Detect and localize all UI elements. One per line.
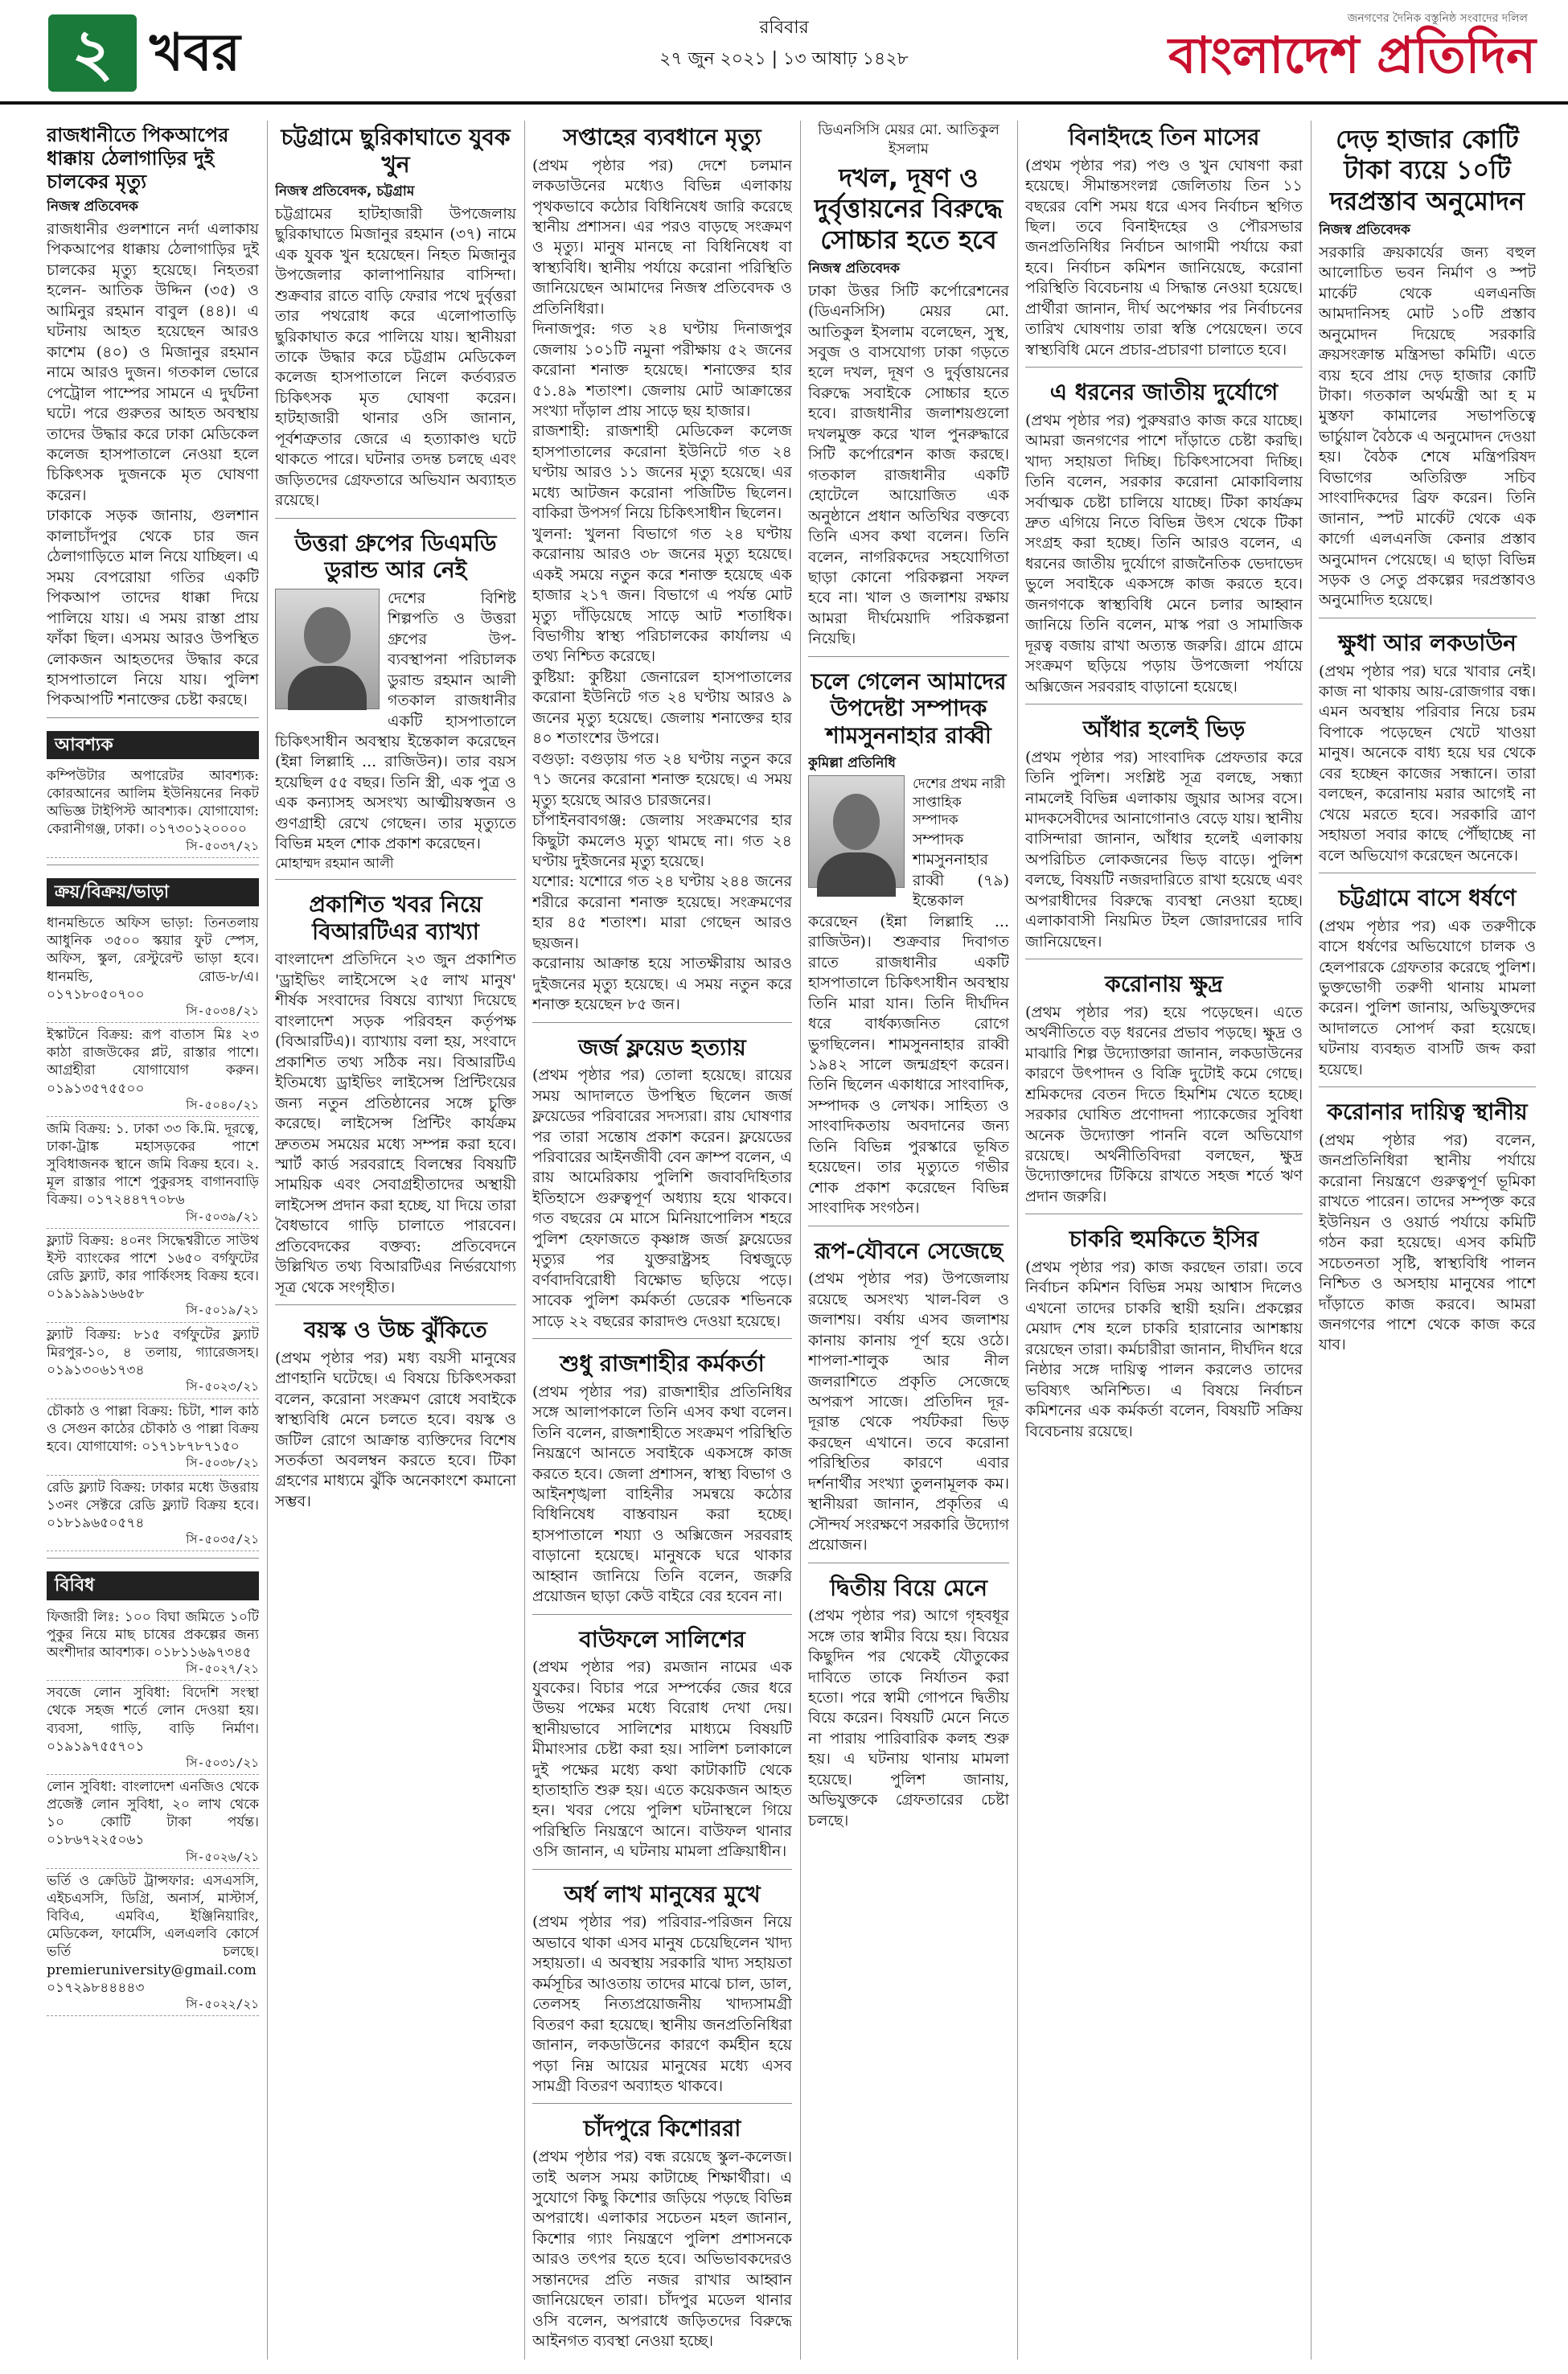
classified-text: সবজে লোন সুবিধা: বিদেশি সংস্থা থেকে সহজ শর্তে লোন দেওয়া হয়। ব্যবসা, গাড়ি, বাড়ি নির্মাণ। ০১৯১৯৭৫৫৭০১ xyxy=(47,1685,259,1755)
classified-text: চৌকাঠ ও পাল্লা বিক্রয়: চিটা, শাল কাঠ ও সেগুন কাঠের চৌকাঠ ও পাল্লা বিক্রয় হবে। যোগাযোগ: ০১৭১৮৭৮৭১৫০ xyxy=(47,1403,259,1455)
classified-code: সি-৫০৩৯/২১ xyxy=(186,1209,259,1224)
article-baufal-salish xyxy=(532,1623,792,1870)
article-rajshahi-official xyxy=(532,1347,792,1615)
photo-caption: দেশের প্রথম নারী সাপ্তাহিক সম্পাদক xyxy=(913,776,1006,829)
article-george-floyd xyxy=(532,1031,792,1339)
headline: জর্জ ফ্লয়েড হত্যায় xyxy=(578,1033,746,1061)
headline: চট্টগ্রামে ছুরিকাঘাতে যুবক খুন xyxy=(281,124,511,178)
byline: নিজস্ব প্রতিবেদক xyxy=(808,261,900,277)
article-body: দেশের বিশিষ্ট শিল্পপতি ও উত্তরা গ্রুপের উপ-ব্যবস্থাপনা পরিচালক ডুরান্ড রহমান আলী গতকাল রাজধানীর একটি হাসপাতালে চিকিৎসাধীন অবস্থায় ইন্তেকাল করেছেন (ইন্না লিল্লাহি ... রাজিউন)। তার বয়স হয়েছিল ৫৫ বছর। তিনি স্ত্রী, এক পুত্র ও এক কন্যাসহ অসংখ্য আত্মীয়স্বজন ও গুণগ্রাহী রেখে গেছেন। তার মৃত্যুতে বিভিন্ন মহল শোক প্রকাশ করেছেন। xyxy=(275,589,516,853)
classified-text: ফ্ল্যাট বিক্রয়: ৪০নং সিদ্ধেশ্বরীতে সাউথ ইস্ট ব্যাংকের পাশে ১৬৫০ বর্গফুটের রেডি ফ্ল্যাট, কার পার্কিংসহ বিক্রয় হবে। ০১৯১৯৯১৬৬৫৮ xyxy=(47,1233,259,1303)
classified-heading: বিবিধ xyxy=(47,1571,259,1600)
headline: রূপ-যৌবনে সেজেছে xyxy=(814,1237,1004,1264)
classified-text: ভর্তি ও ক্রেডিট ট্রান্সফার: এসএসসি, এইচএসসি, ডিগ্রি, অনার্স, মাস্টার্স, বিবিএ, এমবিএ, ইঞ্জিনিয়ারিং, মেডিকেল, ফার্মেসি, এলএলবি কোর্সে ভর্তি চলছে। premieruniversity@gmail.com ০১৭২৯৮৪৪৪৪৩ xyxy=(47,1873,259,1996)
column-rule xyxy=(524,121,525,2360)
article-local-responsibility xyxy=(1319,1095,1536,1362)
article-dncc-mayor xyxy=(808,121,1009,657)
classified-item xyxy=(47,1399,259,1476)
headline: অর্ধ লাখ মানুষের মুখে xyxy=(564,1880,761,1908)
classified-item xyxy=(47,1323,259,1399)
article-second-marriage xyxy=(808,1571,1009,1838)
classified-item xyxy=(47,1229,259,1323)
classified-misc xyxy=(47,1567,259,2023)
article-elderly-risk xyxy=(275,1313,516,1518)
classified-heading: আবশ্যক xyxy=(47,731,259,759)
classified-code: সি-৫০৩৭/২১ xyxy=(186,838,259,853)
byline: নিজস্ব প্রতিবেদক, চট্টগ্রাম xyxy=(275,183,415,200)
classified-item xyxy=(47,764,259,858)
headline: দ্বিতীয় বিয়ে মেনে xyxy=(830,1574,987,1601)
article-body: ঢাকা উত্তর সিটি কর্পোরেশনের (ডিএনসিসি) মেয়র মো. আতিকুল ইসলাম বলেছেন, সুস্থ, সবুজ ও বাসযোগ্য ঢাকা গড়তে হলে দখল, দূষণ ও দুর্বৃত্তায়নের বিরুদ্ধে সবাইকে সোচ্চার হতে হবে। রাজধানীর জলাশয়গুলো দখলমুক্ত করে খাল পুনরুদ্ধারে সিটি কর্পোরেশন কাজ করছে। গতকাল রাজধানীর একটি হোটেলে আয়োজিত এক অনুষ্ঠানে প্রধান অতিথির বক্তব্যে তিনি এসব কথা বলেন। তিনি বলেন, নাগরিকদের সহযোগিতা ছাড়া কোনো পরিকল্পনা সফল হবে না। খাল ও জলাশয় রক্ষায় আমরা দীর্ঘমেয়াদি পরিকল্পনা নিয়েছি। xyxy=(808,281,1009,648)
classified-text: ইস্কাটনে বিক্রয়: রূপ বাতাস মিঃ ২৩ কাঠা রাজউকের প্লট, রাস্তার পাশে। আগ্রহীরা যোগাযোগ করুন। ০১৯১৩৫৭৫৫০০ xyxy=(47,1027,259,1097)
classified-heading: ক্রয়/বিক্রয়/ভাড়া xyxy=(47,878,259,906)
masthead xyxy=(0,0,1568,105)
classified-code: সি-৫০৩১/২১ xyxy=(186,1755,259,1770)
column-4 xyxy=(808,121,1009,2360)
classified-buy-sell xyxy=(47,873,259,1559)
classified-item xyxy=(47,1476,259,1552)
classified-code: সি-৫০২৩/২১ xyxy=(186,1379,259,1394)
article-body: (প্রথম পৃষ্ঠার পর) বন্ধ রয়েছে স্কুল-কলেজ। তাই অলস সময় কাটাচ্ছে শিক্ষার্থীরা। এ সুযোগে কিছু কিশোর জড়িয়ে পড়ছে বিভিন্ন অপরাধে। এলাকার সচেতন মহল জানান, কিশোর গ্যাং নিয়ন্ত্রণে পুলিশ প্রশাসনকে আরও তৎপর হতে হবে। অভিভাবকদেরও সন্তানদের প্রতি নজর রাখার আহ্বান জানিয়েছেন তারা। চাঁদপুর মডেল থানার ওসি বলেন, অপরাধে জড়িতদের বিরুদ্ধে আইনগত ব্যবস্থা নেওয়া হচ্ছে। xyxy=(532,2148,792,2351)
article-body: (প্রথম পৃষ্ঠার পর) পরিবার-পরিজন নিয়ে অভাবে থাকা এসব মানুষ চেয়েছিলেন খাদ্য সহায়তা। এ অবস্থায় সরকারি খাদ্য সহায়তা কর্মসূচির আওতায় তাদের মাঝে চাল, ডাল, তেলসহ নিত্যপ্রয়োজনীয় খাদ্যসামগ্রী বিতরণ করা হয়েছে। স্থানীয় জনপ্রতিনিধিরা জানান, লকডাউনের কারণে কর্মহীন হয়ে পড়া নিম্ন আয়ের মানুষের মধ্যে এসব সামগ্রী বিতরণ অব্যাহত থাকবে। xyxy=(532,1913,792,2096)
article-body: (প্রথম পৃষ্ঠার পর) দেশে চলমান লকডাউনের মধ্যেও বিভিন্ন এলাকায় পৃথকভাবে কঠোর বিধিনিষেধ জারি করেছে স্থানীয় প্রশাসন। এর পরও বাড়ছে সংক্রমণ ও মৃত্যু। মানুষ মানছে না বিধিনিষেধ বা স্বাস্থ্যবিধি। স্থানীয় পর্যায়ে করোনা পরিস্থিতি জানিয়েছেন আমাদের নিজস্ব প্রতিবেদক ও প্রতিনিধিরা। দিনাজপুর: গত ২৪ ঘণ্টায় দিনাজপুর জেলায় ১০১টি নমুনা পরীক্ষায় ৫২ জনের করোনা শনাক্ত হয়েছে। শনাক্তের হার ৫১.৪৯ শতাংশ। জেলায় মোট আক্রান্তের সংখ্যা দাঁড়াল প্রায় সাড়ে ছয় হাজার। রাজশাহী: রাজশাহী মেডিকেল কলেজ হাসপাতালের করোনা ইউনিটে গত ২৪ ঘণ্টায় আরও ১১ জনের মৃত্যু হয়েছে। এর মধ্যে আটজন করোনা পজিটিভ ছিলেন। বাকিরা উপসর্গ নিয়ে চিকিৎসাধীন ছিলেন। খুলনা: খুলনা বিভাগে গত ২৪ ঘণ্টায় করোনায় আরও ৩৮ জনের মৃত্যু হয়েছে। একই সময়ে নতুন করে শনাক্ত হয়েছে এক হাজার ২১৭ জন। বিভাগে এ পর্যন্ত মোট মৃত্যু দাঁড়িয়েছে সাড়ে আট শতাধিক। বিভাগীয় স্বাস্থ্য পরিচালকের কার্যালয় এ তথ্য নিশ্চিত করেছে। কুষ্টিয়া: কুষ্টিয়া জেনারেল হাসপাতালের করোনা ইউনিটে গত ২৪ ঘণ্টায় আরও ৯ জনের মৃত্যু হয়েছে। জেলায় শনাক্তের হার ৪০ শতাংশের উপরে। বগুড়া: বগুড়ায় গত ২৪ ঘণ্টায় নতুন করে ৭১ জনের করোনা শনাক্ত হয়েছে। এ সময় মৃত্যু হয়েছে আরও চারজনের। চাঁপাইনবাবগঞ্জ: জেলায় সংক্রমণের হার কিছুটা কমলেও মৃত্যু থামছে না। গত ২৪ ঘণ্টায় দুইজনের মৃত্যু হয়েছে। যশোর: যশোরে গত ২৪ ঘণ্টায় ২৪৪ জনের শরীরে করোনা শনাক্ত হয়েছে। সংক্রমণের হার ৪৫ শতাংশ। মারা গেছেন আরও ছয়জন। করোনায় আক্রান্ত হয়ে সাতক্ষীরায় আরও দুইজনের মৃত্যু হয়েছে। এ সময় নতুন করে শনাক্ত হয়েছেন ৮৫ জন। xyxy=(532,156,792,1014)
byline: নিজস্ব প্রতিবেদক xyxy=(1319,222,1410,239)
column-rule xyxy=(267,121,268,2360)
headline: উত্তরা গ্রুপের ডিএমডি ডুরান্ড আর নেই xyxy=(294,529,497,584)
logo-name: বাংলাদেশ প্রতিদিন xyxy=(1168,25,1536,84)
article-body: (প্রথম পৃষ্ঠার পর) সাংবাদিক প্রেফতার করে তিনি পুলিশ। সংশ্লিষ্ট সূত্র বলছে, সন্ধ্যা নামলেই বিভিন্ন এলাকায় জুয়ার আসর বসে। মাদকসেবীদের আনাগোনাও বেড়ে যায়। স্থানীয় বাসিন্দারা জানান, আঁধার হলেই এলাকায় অপরিচিত লোকজনের ভিড় বাড়ে। পুলিশ বলছে, বিষয়টি নজরদারিতে রাখা হয়েছে এবং অপরাধীদের বিরুদ্ধে ব্যবস্থা নেওয়া হচ্ছে। এলাকাবাসী নিয়মিত টহল জোরদারের দাবি জানিয়েছেন। xyxy=(1025,748,1303,951)
article-national-disaster xyxy=(1025,376,1303,704)
classified-item xyxy=(47,1023,259,1117)
headline: চাঁদপুরে কিশোররা xyxy=(583,2115,741,2142)
classified-code: সি-৫০৩৪/২১ xyxy=(186,1003,259,1018)
classified-code: সি-৫০৪০/২১ xyxy=(186,1097,259,1112)
classified-text: রেডি ফ্ল্যাট বিক্রয়: ঢাকার মধ্যে উত্তরায় ১৩নং সেক্টরে রেডি ফ্ল্যাট বিক্রয় হবে। ০১৮১৯৬৫০৫৭৪ xyxy=(47,1479,259,1531)
headline: দখল, দূষণ ও দুর্বৃত্তায়নের বিরুদ্ধে সোচ্চার হতে হবে xyxy=(814,162,1004,255)
column-rule xyxy=(800,121,801,2360)
byline: নিজস্ব প্রতিবেদক xyxy=(47,199,138,216)
article-ctg-stabbing xyxy=(275,121,516,519)
classified-item xyxy=(47,1775,259,1869)
classified-code: সি-৫০২২/২১ xyxy=(186,1996,259,2011)
classified-code: সি-৫০২৭/২১ xyxy=(186,1661,259,1676)
issue-date: ২৭ জুন ২০২১ | ১৩ আষাঢ় ১৪২৮ xyxy=(659,49,909,70)
kicker: ডিএনসিসি মেয়র মো. আতিকুল ইসলাম xyxy=(818,121,999,158)
article-body: চট্টগ্রামের হাটহাজারী উপজেলায় ছুরিকাঘাতে মিজানুর রহমান (৩৭) নামে এক যুবক খুন হয়েছেন। নিহত মিজানুর উপজেলার কালাপানিয়ার বাসিন্দা। শুক্রবার রাতে বাড়ি ফেরার পথে দুর্বৃত্তরা তার পথরোধ করে এলোপাতাড়ি ছুরিকাঘাত করে পালিয়ে যায়। স্থানীয়রা তাকে উদ্ধার করে চট্টগ্রাম মেডিকেল কলেজ হাসপাতালে নিলে কর্তব্যরত চিকিৎসক মৃত ঘোষণা করেন। হাটহাজারী থানার ওসি জানান, পূর্বশত্রুতার জেরে এ হত্যাকাণ্ড ঘটে থাকতে পারে। ঘটনার তদন্ত চলছে এবং জড়িতদের গ্রেফতারে অভিযান অব্যাহত রয়েছে। xyxy=(275,204,516,510)
newspaper-logo xyxy=(1158,11,1536,92)
classified-code: সি-৫০৩৫/২১ xyxy=(186,1531,259,1546)
page-number: ২ xyxy=(48,14,137,92)
portrait-photo xyxy=(275,589,380,709)
classified-code: সি-৫০১৯/২১ xyxy=(186,1303,259,1318)
classified-text: ফিজারী লিঃ: ১০০ বিঘা জমিতে ১০টি পুকুর নিয়ে মাছ চাষের প্রকল্পের জন্য অংশীদার আবশ্যক। ০১৮১১৬৯৭৩৪৫ xyxy=(47,1608,259,1661)
article-body: বাংলাদেশ প্রতিদিনে ২৩ জুন প্রকাশিত 'ড্রাইভিং লাইসেন্সে ২৫ লাখ মানুষ' শীর্ষক সংবাদের বিষয়ে ব্যাখ্যা দিয়েছে বাংলাদেশ সড়ক পরিবহন কর্তৃপক্ষ (বিআরটিএ)। ব্যাখ্যায় বলা হয়, সংবাদে প্রকাশিত তথ্য সঠিক নয়। বিআরটিএ ইতিমধ্যে ড্রাইভিং লাইসেন্স প্রিন্টিংয়ের জন্য নতুন প্রতিষ্ঠানের সঙ্গে চুক্তি করেছে। লাইসেন্স প্রিন্টিং কার্যক্রম দ্রুততম সময়ের মধ্যে সম্পন্ন করা হবে। স্মার্ট কার্ড সরবরাহে বিলম্বের বিষয়টি সাময়িক এবং সেবাগ্রহীতাদের অস্থায়ী লাইসেন্স প্রদান করা হচ্ছে, যা দিয়ে তারা বৈধভাবে গাড়ি চালাতে পারবেন। প্রতিবেদকের বক্তব্য: প্রতিবেদনে উল্লিখিত তথ্য বিআরটিএর নির্ভরযোগ্য সূত্র থেকে সংগৃহীত। xyxy=(275,951,516,1296)
article-weekly-deaths xyxy=(532,121,792,1023)
article-body: (প্রথম পৃষ্ঠার পর) উপজেলায় রয়েছে অসংখ্য খাল-বিল ও জলাশয়। বর্ষায় এসব জলাশয় কানায় কানায় পূর্ণ হয়ে ওঠে। শাপলা-শালুক আর নীল জলরাশিতে প্রকৃতি সেজেছে অপরূপ সাজে। প্রতিদিন দূর-দূরান্ত থেকে পর্যটকরা ভিড় করছেন এখানে। তবে করোনা পরিস্থিতির কারণে এবার দর্শনার্থীর সংখ্যা তুলনামূলক কম। স্থানীয়রা জানান, প্রকৃতির এ সৌন্দর্য সংরক্ষণে সরকারি উদ্যোগ প্রয়োজন। xyxy=(808,1270,1009,1555)
headline: ক্ষুধা আর লকডাউন xyxy=(1338,629,1517,656)
article-darkness-crowd xyxy=(1025,713,1303,959)
headline: আঁধার হলেই ভিড় xyxy=(1082,716,1246,743)
classified-wanted xyxy=(47,726,259,865)
classified-item xyxy=(47,1605,259,1682)
article-body: (প্রথম পৃষ্ঠার পর) এক তরুণীকে বাসে ধর্ষণের অভিযোগে চালক ও হেলপারকে গ্রেফতার করেছে পুলিশ। ভুক্তভোগী তরুণী থানায় মামলা করেন। পুলিশ জানায়, অভিযুক্তদের আদালতে সোপর্দ করা হয়েছে। ঘটনায় ব্যবহৃত বাসটি জব্দ করা হয়েছে। xyxy=(1319,917,1536,1078)
article-half-lakh-food xyxy=(532,1878,792,2105)
headline: চাকরি হুমকিতে ইসির xyxy=(1069,1226,1259,1253)
classified-item xyxy=(47,911,259,1023)
column-rule xyxy=(1017,121,1018,2360)
headline: শুধু রাজশাহীর কর্মকর্তা xyxy=(560,1350,765,1378)
issue-day: রবিবার xyxy=(759,18,809,38)
section-title: খবর xyxy=(150,23,240,83)
headline: বিনাইদহে তিন মাসের xyxy=(1068,124,1260,150)
headline: বয়স্ক ও উচ্চ ঝুঁকিতে xyxy=(304,1316,487,1344)
column-5 xyxy=(1025,121,1303,2360)
classified-item xyxy=(47,1117,259,1229)
column-1 xyxy=(47,121,259,2360)
classified-item xyxy=(47,1681,259,1775)
article-body: (প্রথম পৃষ্ঠার পর) মধ্য বয়সী মানুষের প্রাণহানি ঘটেছে। এ বিষয়ে চিকিৎসকরা বলেন, করোনা সংক্রমণ রোধে সবাইকে স্বাস্থ্যবিধি মেনে চলতে হবে। বয়স্ক ও জটিল রোগে আক্রান্ত ব্যক্তিদের বিশেষ সতর্কতা অবলম্বন করতে হবে। টিকা গ্রহণের মাধ্যমে ঝুঁকি অনেকাংশে কমানো সম্ভব। xyxy=(275,1349,516,1510)
article-ctg-bus xyxy=(1319,881,1536,1087)
article-body: (প্রথম পৃষ্ঠার পর) বলেন, জনপ্রতিনিধিরা স্থানীয় পর্যায়ে করোনা নিয়ন্ত্রণে গুরুত্বপূর্ণ ভূমিকা রাখতে পারেন। তাদের সম্পৃক্ত করে ইউনিয়ন ও ওয়ার্ড পর্যায়ে কমিটি গঠন করা হয়েছে। এসব কমিটি সচেতনতা সৃষ্টি, স্বাস্থ্যবিধি পালন নিশ্চিত ও অসহায় মানুষের পাশে দাঁড়াতে কাজ করবে। আমরা জনগণের পাশে থেকে কাজ করে যাব। xyxy=(1319,1131,1536,1354)
classified-text: জমি বিক্রয়: ১. ঢাকা ৩৩ কি.মি. দূরত্বে, ঢাকা-ট্রাঙ্ক মহাসড়কের পাশে সুবিধাজনক স্থানে জমি বিক্রয় হবে। ২. মূল রাস্তার পাশে পুকুরসহ বাগানবাড়ি বিক্রয়। ০১৭২৪৪৭৭০৮৬ xyxy=(47,1121,259,1209)
classified-code: সি-৫০২৬/২১ xyxy=(186,1849,259,1864)
article-ec-jobs xyxy=(1025,1222,1303,1448)
classified-text: ফ্ল্যাট বিক্রয়: ৮১৫ বর্গফুটের ফ্ল্যাট মিরপুর-১০, ৪ তলায়, গ্যারেজসহ। ০১৯১৩০৬১৭৩৪ xyxy=(47,1326,259,1379)
headline: করোনার দায়িত্ব স্থানীয় xyxy=(1327,1099,1528,1126)
photo-caption: মোহাম্মদ রহমান আলী xyxy=(275,855,394,872)
headline: সপ্তাহের ব্যবধানে মৃত্যু xyxy=(563,124,761,150)
headline: এ ধরনের জাতীয় দুর্যোগে xyxy=(1049,379,1279,406)
classified-text: কম্পিউটার অপারেটর আবশ্যক: কোরআনের আলিম ইউনিয়নের নিকট অভিজ্ঞ টাইপিস্ট আবশ্যক। যোগাযোগ: কেরানীগঞ্জ, ঢাকা। ০১৭৩০১২০০০০ xyxy=(47,768,259,838)
column-2 xyxy=(275,121,516,2360)
classified-item xyxy=(47,1869,259,2016)
article-body: (প্রথম পৃষ্ঠার পর) তোলা হয়েছে। রায়ের সময় আদালতে উপস্থিত ছিলেন জর্জ ফ্লয়েডের পরিবারের সদস্যরা। রায় ঘোষণার পর তারা সন্তোষ প্রকাশ করেন। ফ্লয়েডের পরিবারের আইনজীবী বেন ক্রাম্প বলেন, এ রায় আমেরিকায় পুলিশি জবাবদিহিতার ইতিহাসে গুরুত্বপূর্ণ অধ্যায় হয়ে থাকবে। গত বছরের মে মাসে মিনিয়াপোলিস শহরে পুলিশ হেফাজতে কৃষ্ণাঙ্গ জর্জ ফ্লয়েডের মৃত্যুর পর যুক্তরাষ্ট্রসহ বিশ্বজুড়ে বর্ণবাদবিরোধী বিক্ষোভ ছড়িয়ে পড়ে। সাবেক পুলিশ কর্মকর্তা ডেরেক শভিনকে সাড়ে ২২ বছরের কারাদণ্ড দেওয়া হয়েছে। xyxy=(532,1066,792,1330)
article-chandpur-teens xyxy=(532,2112,792,2358)
article-uttara-group-obituary xyxy=(275,527,516,881)
article-body: (প্রথম পৃষ্ঠার পর) হয়ে পড়েছেন। এতে অর্থনীতিতে বড় ধরনের প্রভাব পড়ছে। ক্ষুদ্র ও মাঝারি শিল্প উদ্যোক্তারা জানান, লকডাউনের কারণে উৎপাদন ও বিক্রি দুটোই কমে গেছে। শ্রমিকদের বেতন দিতে হিমশিম খেতে হচ্ছে। সরকার ঘোষিত প্রণোদনা প্যাকেজের সুবিধা অনেক উদ্যোক্তা পাননি বলে অভিযোগ রয়েছে। অর্থনীতিবিদরা বলছেন, ক্ষুদ্র উদ্যোক্তাদের টিকিয়ে রাখতে সহজ শর্তে ঋণ প্রদান জরুরি। xyxy=(1025,1003,1303,1205)
article-body: (প্রথম পৃষ্ঠার পর) আগে গৃহবধূর সঙ্গে তার স্বামীর বিয়ে হয়। বিয়ের কিছুদিন পর থেকেই যৌতুকের দাবিতে তাকে নির্যাতন করা হতো। পরে স্বামী গোপনে দ্বিতীয় বিয়ে করেন। বিষয়টি মেনে নিতে না পারায় পারিবারিক কলহ শুরু হয়। এ ঘটনায় থানায় মামলা হয়েছে। পুলিশ জানায়, অভিযুক্তকে গ্রেফতারের চেষ্টা চলছে। xyxy=(808,1607,1009,1830)
byline: কুমিল্লা প্রতিনিধি xyxy=(808,754,896,771)
article-body: (প্রথম পৃষ্ঠার পর) পুরুষরাও কাজ করে যাচ্ছে। আমরা জনগণের পাশে দাঁড়াতে চেষ্টা করছি। খাদ্য সহায়তা দিচ্ছি। চিকিৎসাসেবা দিচ্ছি। তিনি বলেন, সরকার করোনা মোকাবিলায় সর্বাত্মক চেষ্টা চালিয়ে যাচ্ছে। টিকা কার্যক্রম দ্রুত এগিয়ে নিতে বিভিন্ন উৎস থেকে টিকা সংগ্রহ করা হচ্ছে। তিনি আরও বলেন, এ ধরনের জাতীয় দুর্যোগে রাজনৈতিক ভেদাভেদ ভুলে সবাইকে একসঙ্গে কাজ করতে হবে। জনগণকে স্বাস্থ্যবিধি মেনে চলার আহ্বান জানিয়ে তিনি বলেন, মাস্ক পরা ও সামাজিক দূরত্ব বজায় রাখা অত্যন্ত জরুরি। গ্রামে গ্রামে সংক্রমণ ছড়িয়ে পড়ায় উপজেলা পর্যায়ে অক্সিজেন সরবরাহ বাড়ানো হয়েছে। xyxy=(1025,411,1303,696)
article-pickup-accident xyxy=(47,121,259,718)
headline: করোনায় ক্ষুদ্র xyxy=(1105,971,1223,998)
headline: চট্টগ্রামে বাসে ধর্ষণে xyxy=(1338,885,1517,912)
article-beauty-nature xyxy=(808,1234,1009,1563)
article-body: সরকারি ক্রয়কার্যের জন্য বহুল আলোচিত ভবন নির্মাণ ও স্পট মার্কেট থেকে এলএনজি আমদানিসহ মোট ১০টি প্রস্তাব অনুমোদন দিয়েছে সরকারি ক্রয়সংক্রান্ত মন্ত্রিসভা কমিটি। এতে ব্যয় হবে প্রায় দেড় হাজার কোটি টাকা। গতকাল অর্থমন্ত্রী আ হ ম মুস্তফা কামালের সভাপতিত্বে ভার্চুয়াল বৈঠকে এ অনুমোদন দেওয়া হয়। বৈঠক শেষে মন্ত্রিপরিষদ বিভাগের অতিরিক্ত সচিব সাংবাদিকদের ব্রিফ করেন। তিনি জানান, স্পট মার্কেট থেকে এক কার্গো এলএনজি কেনার প্রস্তাব অনুমোদন পেয়েছে। এ ছাড়া বিভিন্ন সড়ক ও সেতু প্রকল্পের দরপ্রস্তাবও অনুমোদিত হয়েছে। xyxy=(1319,243,1536,610)
classified-text: লোন সুবিধা: বাংলাদেশ এনজিও থেকে প্রজেক্ট লোন সুবিধা, ২০ লাখ থেকে ১০ কোটি টাকা পর্যন্ত। ০১৮৬৭২২৫০৬১ xyxy=(47,1779,259,1849)
headline: চলে গেলেন আমাদের উপদেষ্টা সম্পাদক শামসুননাহার রাব্বী xyxy=(811,667,1007,749)
article-jhenaidah xyxy=(1025,121,1303,368)
column-6 xyxy=(1319,121,1536,2360)
article-body: সম্পাদক শামসুননাহার রাব্বী (৭৯) ইন্তেকাল করেছেন (ইন্না লিল্লাহি ... রাজিউন)। শুক্রবার দিবাগত রাতে রাজধানীর একটি হাসপাতালে চিকিৎসাধীন অবস্থায় তিনি মারা যান। তিনি দীর্ঘদিন ধরে বার্ধক্যজনিত রোগে ভুগছিলেন। শামসুননাহার রাব্বী ১৯৪২ সালে জন্মগ্রহণ করেন। তিনি ছিলেন একাধারে সাংবাদিক, সম্পাদক ও লেখক। সাহিত্য ও সাংবাদিকতায় অবদানের জন্য তিনি বিভিন্ন পুরস্কারে ভূষিত হয়েছেন। তার মৃত্যুতে গভীর শোক প্রকাশ করেছেন বিভিন্ন সাংবাদিক সংগঠন। xyxy=(808,831,1009,1218)
article-procurement xyxy=(1319,121,1536,618)
article-body: (প্রথম পৃষ্ঠার পর) রমজান নামের এক যুবকের। বিচার পরে সম্পর্কের জের ধরে উভয় পক্ষের মধ্যে বিরোধ দেখা দেয়। স্থানীয়ভাবে সালিশের মাধ্যমে বিষয়টি মীমাংসার চেষ্টা করা হয়। সালিশ চলাকালে দুই পক্ষের মধ্যে কথা কাটাকাটি থেকে হাতাহাতি শুরু হয়। এতে কয়েকজন আহত হন। খবর পেয়ে পুলিশ ঘটনাস্থলে গিয়ে পরিস্থিতি নিয়ন্ত্রণে আনে। বাউফল থানার ওসি জানান, এ ঘটনায় মামলা প্রক্রিয়াধীন। xyxy=(532,1658,792,1861)
article-body: (প্রথম পৃষ্ঠার পর) ঘরে খাবার নেই। কাজ না থাকায় আয়-রোজগার বন্ধ। এমন অবস্থায় পরিবার নিয়ে চরম বিপাকে পড়েছেন খেটে খাওয়া মানুষ। অনেকে বাধ্য হয়ে ঘর থেকে বের হচ্ছেন কাজের সন্ধানে। তারা বলছেন, করোনায় মরার আগেই না খেয়ে মরতে হবে। সরকারি ত্রাণ সহায়তা সবার কাছে পৌঁছাচ্ছে না বলে অভিযোগ করেছেন অনেকে। xyxy=(1319,662,1536,865)
headline: বাউফলে সালিশের xyxy=(579,1625,745,1653)
classified-code: সি-৫০৩৮/২১ xyxy=(186,1456,259,1470)
article-hunger-lockdown xyxy=(1319,626,1536,873)
article-body: (প্রথম পৃষ্ঠার পর) কাজ করছেন তারা। তবে নির্বাচন কমিশন বিভিন্ন সময় আশ্বাস দিলেও এখনো তাদের চাকরি স্থায়ী হয়নি। প্রকল্পের মেয়াদ শেষ হলে চাকরি হারানোর আশঙ্কায় রয়েছেন তারা। কর্মচারীরা জানান, দীর্ঘদিন ধরে নিষ্ঠার সঙ্গে দায়িত্ব পালন করলেও তাদের ভবিষ্যৎ অনিশ্চিত। এ বিষয়ে নির্বাচন কমিশনের এক কর্মকর্তা বলেন, বিষয়টি সক্রিয় বিবেচনায় রয়েছে। xyxy=(1025,1258,1303,1440)
logo-tagline: জনগণের দৈনিক বস্তুনিষ্ঠ সংবাদের দলিল xyxy=(1347,12,1528,25)
headline: প্রকাশিত খবর নিয়ে বিআরটিএর ব্যাখ্যা xyxy=(309,891,482,945)
article-small-business xyxy=(1025,967,1303,1214)
article-body: (প্রথম পৃষ্ঠার পর) রাজশাহীর প্রতিনিধির সঙ্গে আলাপকালে তিনি এসব কথা বলেন। তিনি বলেন, রাজশাহীতে সংক্রমণ পরিস্থিতি নিয়ন্ত্রণে আনতে সবাইকে একসঙ্গে কাজ করতে হবে। জেলা প্রশাসন, স্বাস্থ্য বিভাগ ও আইনশৃঙ্খলা বাহিনীর সমন্বয়ে কঠোর বিধিনিষেধ বাস্তবায়ন করা হচ্ছে। হাসপাতালে শয্যা ও অক্সিজেন সরবরাহ বাড়ানো হয়েছে। মানুষকে ঘরে থাকার আহ্বান জানিয়ে তিনি বলেন, জরুরি প্রয়োজন ছাড়া কেউ বাইরে বের হবেন না। xyxy=(532,1382,792,1606)
article-body: (প্রথম পৃষ্ঠার পর) পণ্ড ও খুন ঘোষণা করা হয়েছে। সীমান্তসংলগ্ন জেলিতায় তিন ১১ বছরের বেশি সময় ধরে এসব নির্বাচন স্থগিত ছিল। তবে বিনাইদহের ও পৌরসভার জনপ্রতিনিধির নির্বাচন আগামী পর্যায়ে করা হবে। নির্বাচন কমিশন জানিয়েছে, করোনা পরিস্থিতি বিবেচনায় এ সিদ্ধান্ত নেওয়া হয়েছে। প্রার্থীরা জানান, দীর্ঘ অপেক্ষার পর নির্বাচনের তারিখ ঘোষণায় তারা স্বস্তি পেয়েছেন। তবে স্বাস্থ্যবিধি মেনে প্রচার-প্রচারণা চালাতে হবে। xyxy=(1025,156,1303,359)
headline: রাজধানীতে পিকআপের ধাক্কায় ঠেলাগাড়ির দুই চালকের মৃত্যু xyxy=(47,124,229,193)
article-brta-explanation xyxy=(275,888,516,1305)
column-3 xyxy=(532,121,792,2360)
article-body: রাজধানীর গুলশানে নর্দা এলাকায় পিকআপের ধাক্কায় ঠেলাগাড়ির দুই চালকের মৃত্যু হয়েছে। নিহতরা হলেন- আতিক উদ্দিন (৩৫) ও আমিনুর রহমান বাবুল (৪৪)। এ ঘটনায় আহত হয়েছেন আরও কাশেম (৪০) ও মিজানুর রহমান নামে আরও দুজন। গতকাল ভোরে পেট্রোল পাম্পের সামনে এ দুর্ঘটনা ঘটে। পরে গুরুতর আহত অবস্থায় তাদের উদ্ধার করে ঢাকা মেডিকেল কলেজ হাসপাতালে নেওয়া হলে চিকিৎসক দুজনকে মৃত ঘোষণা করেন। ঢাকাকে সড়ক জানায়, গুলশান কালাচাঁদপুর থেকে চার জন ঠেলাগাড়িতে মাল নিয়ে যাচ্ছিল। এ সময় বেপরোয়া গতির একটি পিকআপ তাদের ধাক্কা দিয়ে পালিয়ে যায়। এ সময় রাস্তা প্রায় ফাঁকা ছিল। এসময় আরও উপস্থিত লোকজন আহতদের উদ্ধার করে হাসপাতালে নিয়ে যায়। পুলিশ পিকআপটি শনাক্তের চেষ্টা করছে। xyxy=(47,220,259,709)
portrait-photo xyxy=(808,775,905,888)
article-editor-obituary xyxy=(808,665,1009,1226)
classified-text: ধানমন্ডিতে অফিস ভাড়া: তিনতলায় আধুনিক ৩৫০০ স্কয়ার ফুট স্পেস, অফিস, স্কুল, রেস্টুরেন্ট ভাড়া হবে। ধানমন্ডি, রোড-৮/এ। ০১৭১৮০৫০৭০০ xyxy=(47,915,259,1003)
headline: দেড় হাজার কোটি টাকা ব্যয়ে ১০টি দরপ্রস্তাব অনুমোদন xyxy=(1329,124,1525,216)
